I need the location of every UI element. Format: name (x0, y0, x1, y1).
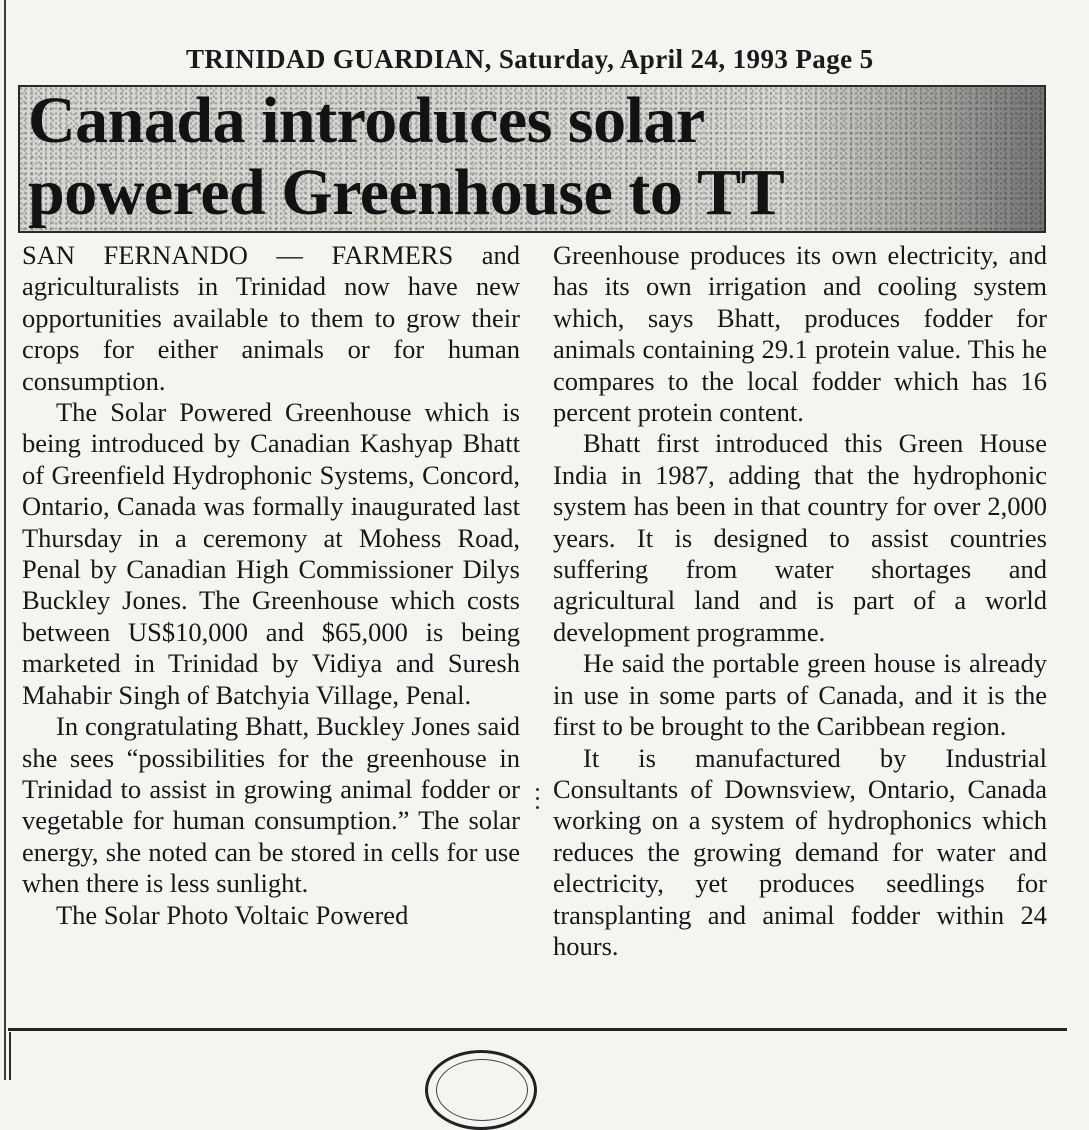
column2-paragraph-2: Bhatt first introduced this Green House India in 1987, adding that the hydrophonic system has been in that country for over 2,000 years. It is designed to assist countries suffering from water shortages and agricultural land and is part of a world development programme. (553, 428, 1047, 647)
bottom-rule (8, 1028, 1067, 1031)
column2-paragraph-3: He said the portable green house is already in use in some parts of Canada, and it is the first to be brought to the Caribbean region. (553, 648, 1047, 742)
column2-paragraph-4: It is manufactured by Industrial Consultants of Downsview, Ontario, Canada working on a system of hydrophonics which reduces the growing demand for water and electricity, yet produces seedlings for transplanting and animal fodder within 24 hours. (553, 742, 1047, 961)
column2-paragraph-1: Greenhouse produces its own electricity, and has its own irrigation and cooling system which, says Bhatt, produces fodder for animals containing 29.1 protein value. This he compares to the local fodder which has 16 percent protein content. (553, 240, 1047, 428)
masthead-dateline: TRINIDAD GUARDIAN, Saturday, April 24, 1993 Page 5 (186, 44, 874, 74)
article-column-1 (22, 240, 520, 1030)
column1-paragraph-2: The Solar Powered Greenhouse which is being introduced by Canadian Kashyap Bhatt of Greenfield Hydrophonic Systems, Concord, Ontario, Canada was formally inaugurated last Thursday in a ceremony at Mohess Road, Penal by Canadian High Commissioner Dilys Buckley Jones. The Greenhouse which costs between US$10,000 and $65,000 is being marketed in Trinidad by Vidiya and Suresh Mahabir Singh of Batchyia Village, Penal. (22, 397, 520, 710)
headline-box (18, 85, 1046, 233)
column1-paragraph-3: In congratulating Bhatt, Buckley Jones said she sees “possibilities for the greenhouse in Trinidad to assist in growing animal fodder or vegetable for human consumption.” The solar energy, she noted can be stored in cells for use when there is less sunlight. (22, 711, 520, 899)
headline (28, 85, 784, 229)
article-column-2 (553, 240, 1047, 1030)
left-margin-rule-lower (9, 1032, 11, 1080)
seal-emblem-icon (425, 1050, 537, 1130)
gutter-marks (534, 782, 542, 822)
headline-line-2: powered Greenhouse to TT (28, 156, 785, 229)
left-margin-rule (4, 0, 6, 1080)
column1-paragraph-1: SAN FERNANDO — FARMERS and agriculturalists in Trinidad now have new opportunities available to them to grow their crops for either animals or for human consumption. (22, 240, 520, 396)
headline-line-1: Canada introduces solar (28, 85, 705, 157)
column1-paragraph-4: The Solar Photo Voltaic Powered (56, 899, 409, 930)
